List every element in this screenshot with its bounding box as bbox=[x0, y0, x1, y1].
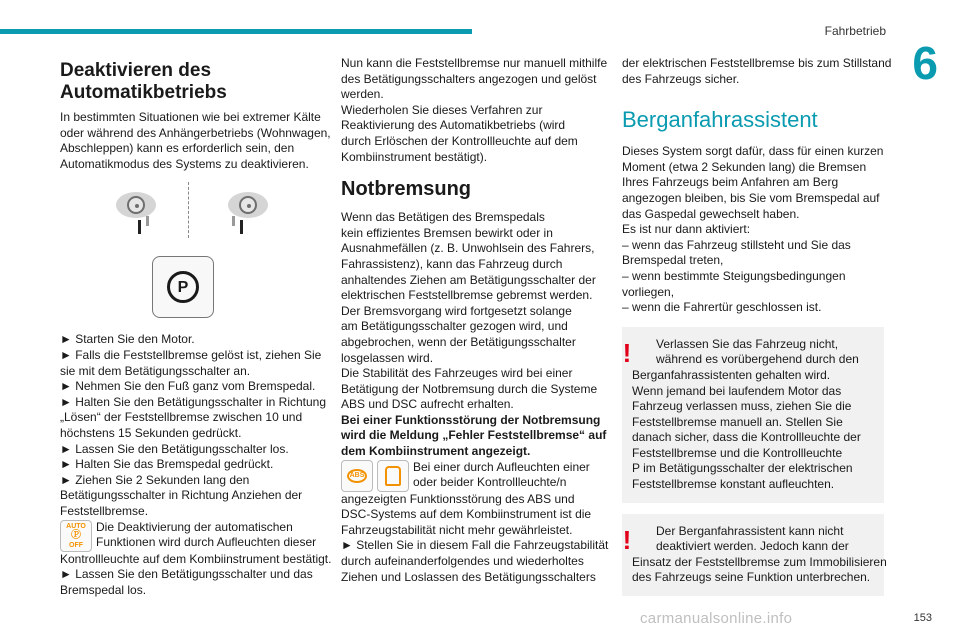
text-line: deaktiviert werden. Jedoch kann der bbox=[656, 539, 849, 554]
text-line: Einsatz der Feststellbremse zum Immobilisieren bbox=[632, 554, 887, 569]
exclamation-icon: ! bbox=[622, 524, 632, 555]
text-line: Funktionen wird durch Aufleuchten dieser bbox=[96, 535, 317, 550]
warning-note-1 bbox=[622, 327, 884, 503]
text-line: angezeigten Funktionsstörung des ABS und bbox=[341, 491, 575, 506]
heading-line: Automatikbetriebs bbox=[60, 82, 227, 103]
exclamation-icon: ! bbox=[622, 337, 632, 368]
text-line: Der Bremsvorgang wird fortgesetzt solange bbox=[341, 303, 572, 318]
column-3 bbox=[622, 56, 892, 596]
heading-hill-start-assist: Berganfahrassistent bbox=[622, 107, 818, 133]
text-line: das Gaspedal gewechselt haben. bbox=[622, 206, 800, 221]
column-2 bbox=[341, 56, 609, 585]
pedal-icon bbox=[138, 220, 141, 234]
abs-dsc-block bbox=[341, 460, 603, 492]
dsc-warning-icon bbox=[377, 460, 409, 492]
pedal-illustration bbox=[60, 180, 322, 250]
text-line: – wenn das Fahrzeug stillsteht und Sie das bbox=[622, 237, 851, 252]
step-line: ► Nehmen Sie den Fuß ganz vom Bremspedal. bbox=[60, 379, 316, 394]
step-line: Feststellbremse. bbox=[60, 503, 149, 518]
step-line: ► Starten Sie den Motor. bbox=[60, 332, 195, 347]
text-line: ► Lassen Sie den Betätigungsschalter und das bbox=[60, 567, 313, 582]
text-line: In bestimmten Situationen wie bei extremer Kälte bbox=[60, 110, 321, 124]
text-line: Betätigung der Notbremsung durch die Systeme bbox=[341, 381, 598, 396]
text-line: Bei einer durch Aufleuchten einer bbox=[413, 459, 590, 474]
text-line: während es vorübergehend durch den bbox=[656, 352, 859, 367]
text-line: Der Berganfahrassistent kann nicht bbox=[656, 523, 844, 538]
step-line: ► Ziehen Sie 2 Sekunden lang den bbox=[60, 472, 250, 487]
text-line: des Betätigungsschalters angezogen und gelöst bbox=[341, 71, 597, 86]
text-line: Verlassen Sie das Fahrzeug nicht, bbox=[656, 336, 839, 351]
abs-label: ABS bbox=[347, 469, 367, 483]
text-line: durch aufeinanderfolgendes und wiederholtes bbox=[341, 554, 584, 569]
section-title: Fahrbetrieb bbox=[824, 24, 886, 38]
step-line: sie mit dem Betätigungsschalter an. bbox=[60, 363, 251, 378]
after-icon-text bbox=[60, 551, 332, 599]
text-line: Dieses System sorgt dafür, dass für einen kurzen bbox=[622, 144, 884, 159]
heading-deactivate-auto bbox=[60, 60, 322, 104]
heading-emergency-braking: Notbremsung bbox=[341, 178, 471, 201]
text-line: durch Erlöschen der Kontrollleuchte auf dem bbox=[341, 133, 578, 148]
text-line: Kombiinstrument bestätigt). bbox=[341, 149, 488, 164]
text-line: ABS und DSC aufrecht erhalten. bbox=[341, 397, 514, 412]
steering-wheel-icon bbox=[228, 192, 268, 218]
text-line: Die Stabilität des Fahrzeuges wird bei einer bbox=[341, 366, 573, 381]
text-line: – wenn bestimmte Steigungsbedingungen bbox=[622, 268, 846, 283]
column-1 bbox=[60, 56, 332, 598]
text-line: anhaltendes Ziehen am Betätigungsschalter der bbox=[341, 272, 596, 287]
text-line: Reaktivierung des Automatikbetriebs (wird bbox=[341, 118, 566, 133]
off-label: OFF bbox=[69, 541, 83, 549]
heading-line: Deaktivieren des bbox=[60, 60, 212, 81]
text-line: dem Kombiinstrument angezeigt. bbox=[341, 444, 531, 459]
text-line: Fahrzeug verlassen muss, ziehen Sie die bbox=[632, 399, 852, 414]
intro-paragraph bbox=[60, 110, 331, 172]
text-line: danach sicher, dass die Kontrollleuchte der bbox=[632, 430, 861, 445]
text-line: Feststellbremse manuell an. Stellen Sie bbox=[632, 414, 843, 429]
text-line: Fahrzeugstabilität nicht mehr gewährleistet. bbox=[341, 522, 573, 537]
text-line: losgelassen wird. bbox=[341, 350, 434, 365]
abs-warning-icon bbox=[341, 460, 373, 492]
steps-list bbox=[60, 332, 327, 519]
text-line: elektrischen Feststellbremse gebremst werden. bbox=[341, 288, 593, 303]
text-line: des Fahrzeugs sicher. bbox=[622, 71, 740, 86]
parking-symbol: P bbox=[167, 271, 199, 303]
text-line: Wiederholen Sie dieses Verfahren zur bbox=[341, 102, 543, 117]
emergency-paragraph bbox=[341, 210, 603, 413]
text-line: P im Betätigungsschalter der elektrischen bbox=[632, 461, 853, 476]
text-line: oder beider Kontrollleuchte/n bbox=[413, 475, 567, 490]
text-line: ► Stellen Sie in diesem Fall die Fahrzeugstabilität bbox=[341, 538, 609, 553]
text-line: – wenn die Fahrertür geschlossen ist. bbox=[622, 300, 822, 315]
pedal-icon bbox=[240, 220, 243, 234]
text-line: Nun kann die Feststellbremse nur manuell mithilfe bbox=[341, 56, 608, 70]
text-line: Ausnahmefällen (z. B. Unwohlsein des Fahrers, bbox=[341, 241, 595, 256]
step-line: Betätigungsschalter in Richtung Anziehen der bbox=[60, 488, 303, 503]
pedal-marker-icon bbox=[232, 216, 235, 226]
text-line: Feststellbremse und die Kontrollleuchte bbox=[632, 445, 843, 460]
auto-off-block bbox=[60, 520, 322, 552]
text-line: werden. bbox=[341, 87, 384, 102]
text-line: Berganfahrassistenten gehalten wird. bbox=[632, 367, 831, 382]
text-line: vorliegen, bbox=[622, 284, 675, 299]
page-number: 153 bbox=[913, 612, 932, 624]
text-line: des Fahrzeugs seine Funktion unterbrechen. bbox=[632, 570, 871, 585]
watermark: carmanualsonline.info bbox=[640, 610, 793, 627]
divider-dashed bbox=[188, 182, 189, 238]
step-line: ► Falls die Feststellbremse gelöst ist, ziehen Sie bbox=[60, 347, 322, 362]
auto-off-warning-icon: AUTO Ⓟ OFF bbox=[60, 520, 92, 552]
text-line: Bei einer Funktionsstörung der Notbremsung bbox=[341, 412, 601, 427]
text-line: am Betätigungsschalter gezogen wird, und bbox=[341, 319, 568, 334]
text-line: Moment (etwa 2 Sekunden lang) die Bremsen bbox=[622, 159, 867, 174]
text-line: Die Deaktivierung der automatischen bbox=[96, 519, 293, 534]
text-line: oder während des Anhängerbetriebs (Wohnwagen, bbox=[60, 125, 331, 140]
text-line: kein effizientes Bremsen bewirkt oder in bbox=[341, 225, 553, 240]
step-line: höchstens 15 Sekunden gedrückt. bbox=[60, 425, 242, 440]
after-icon-text bbox=[341, 491, 609, 586]
text-line: Wenn jemand bei laufendem Motor das bbox=[632, 383, 842, 398]
text-line: Kontrollleuchte auf dem Kombiinstrument bestätigt. bbox=[60, 551, 332, 566]
pedal-marker-icon bbox=[146, 216, 149, 226]
steering-wheel-icon bbox=[116, 192, 156, 218]
text-line: Es ist nur dann aktiviert: bbox=[622, 222, 751, 237]
text-line: DSC-Systems auf dem Kombiinstrument ist die bbox=[341, 507, 592, 522]
step-line: „Lösen“ der Feststellbremse zwischen 10 und bbox=[60, 410, 303, 425]
text-line: Bremspedal los. bbox=[60, 582, 147, 597]
hill-assist-paragraph bbox=[622, 144, 884, 316]
text-line: angezogen bleiben, bis Sie vom Bremspedal auf bbox=[622, 190, 880, 205]
chapter-number: 6 bbox=[912, 37, 938, 89]
continuation-text bbox=[622, 56, 892, 87]
text-line: Ihres Fahrzeugs beim Anfahren am Berg bbox=[622, 175, 839, 190]
text-line: abgebrochen, wenn der Betätigungsschalter bbox=[341, 334, 576, 349]
warning-note-2 bbox=[622, 514, 887, 596]
manual-paragraph bbox=[341, 56, 608, 165]
auto-label: AUTO bbox=[66, 522, 86, 530]
parking-brake-switch-icon bbox=[152, 256, 214, 318]
text-line: Ziehen und Loslassen des Betätigungsschalters bbox=[341, 569, 596, 584]
text-line: Abschleppen) kann es erforderlich sein, den bbox=[60, 141, 295, 156]
text-line: Wenn das Betätigen des Bremspedals bbox=[341, 210, 545, 225]
text-line: der elektrischen Feststellbremse bis zum Stillstand bbox=[622, 56, 892, 70]
text-line: Feststellbremse konstant aufleuchten. bbox=[632, 477, 835, 492]
step-line: ► Halten Sie das Bremspedal gedrückt. bbox=[60, 457, 274, 472]
text-line: Automatikmodus des Systems zu deaktivieren. bbox=[60, 156, 309, 171]
text-line: Bremspedal treten, bbox=[622, 253, 724, 268]
step-line: ► Lassen Sie den Betätigungsschalter los. bbox=[60, 441, 289, 456]
step-line: ► Halten Sie den Betätigungsschalter in Richtung bbox=[60, 394, 327, 409]
malfunction-warning-text bbox=[341, 412, 607, 460]
header-accent-bar bbox=[0, 29, 472, 34]
text-line: Fahrassistenz), kann das Fahrzeug durch bbox=[341, 256, 563, 271]
text-line: wird die Meldung „Fehler Feststellbremse“ auf bbox=[341, 428, 607, 443]
